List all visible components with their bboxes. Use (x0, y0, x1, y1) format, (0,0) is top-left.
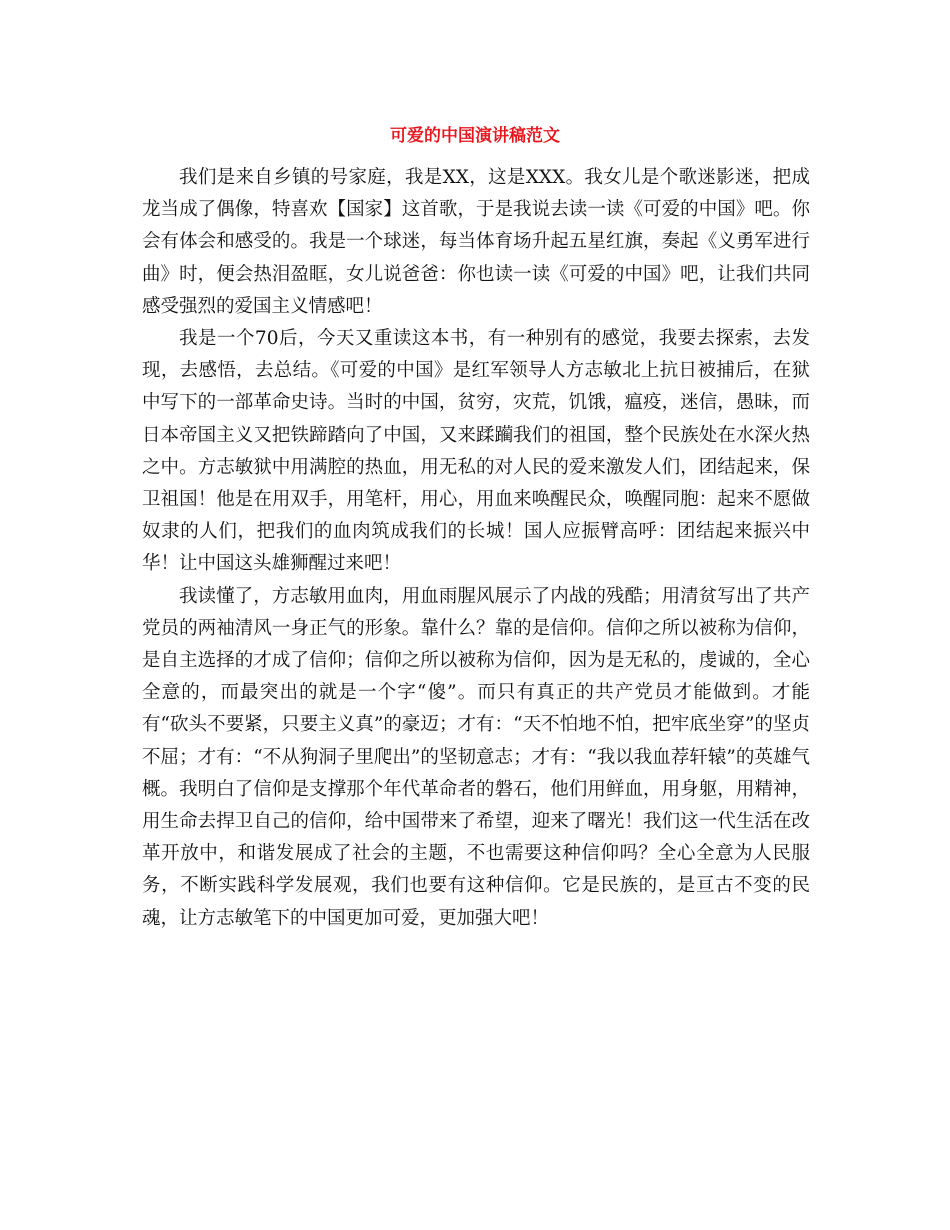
document-title: 可爱的中国演讲稿范文 (390, 126, 560, 146)
paragraph-3: 我读懂了，方志敏用血肉，用血雨腥风展示了内战的残酷；用清贫写出了共产党员的两袖清风一身正气的形象。靠什么？靠的是信仰。信仰之所以被称为信仰，是自主选择的才成了信仰；信仰之所以被称为信仰，因为是无私的，虔诚的，全心全意的，而最突出的就是一个字“傻”。而只有真正的共产党员才能做到。才能有“砍头不要紧，只要主义真”的豪迈；才有：“天不怕地不怕，把牢底坐穿”的坚贞不屈；才有：“不从狗洞子里爬出”的坚韧意志；才有：“我以我血荐轩辕”的英雄气概。我明白了信仰是支撑那个年代革命者的磐石，他们用鲜血，用身躯，用精神，用生命去捍卫自己的信仰，给中国带来了希望，迎来了曙光！我们这一代生活在改革开放中，和谐发展成了社会的主题，不也需要这种信仰吗？全心全意为人民服务，不断实践科学发展观，我们也要有这种信仰。它是民族的，是亘古不变的民魂，让方志敏笔下的中国更加可爱，更加强大吧！ (142, 585, 810, 929)
document-body (142, 162, 810, 935)
paragraph-1: 我们是来自乡镇的号家庭，我是XX，这是XXX。我女儿是个歌迷影迷，把成龙当成了偶像，特喜欢【国家】这首歌，于是我说去读一读《可爱的中国》吧。你会有体会和感受的。我是一个球迷，每当体育场升起五星红旗，奏起《义勇军进行曲》时，便会热泪盈眶，女儿说爸爸：你也读一读《可爱的中国》吧，让我们共同感受强烈的爱国主义情感吧！ (142, 167, 810, 317)
paragraph-2: 我是一个70后，今天又重读这本书，有一种别有的感觉，我要去探索，去发现，去感悟，去总结。《可爱的中国》是红军领导人方志敏北上抗日被捕后，在狱中写下的一部革命史诗。当时的中国，贫穷，灾荒，饥饿，瘟疫，迷信，愚昧，而日本帝国主义又把铁蹄踏向了中国，又来蹂躏我们的祖国，整个民族处在水深火热之中。方志敏狱中用满腔的热血，用无私的对人民的爱来激发人们，团结起来，保卫祖国！他是在用双手，用笔杆，用心，用血来唤醒民众，唤醒同胞：起来不愿做奴隶的人们，把我们的血肉筑成我们的长城！国人应振臂高呼：团结起来振兴中华！让中国这头雄狮醒过来吧！ (142, 328, 810, 575)
